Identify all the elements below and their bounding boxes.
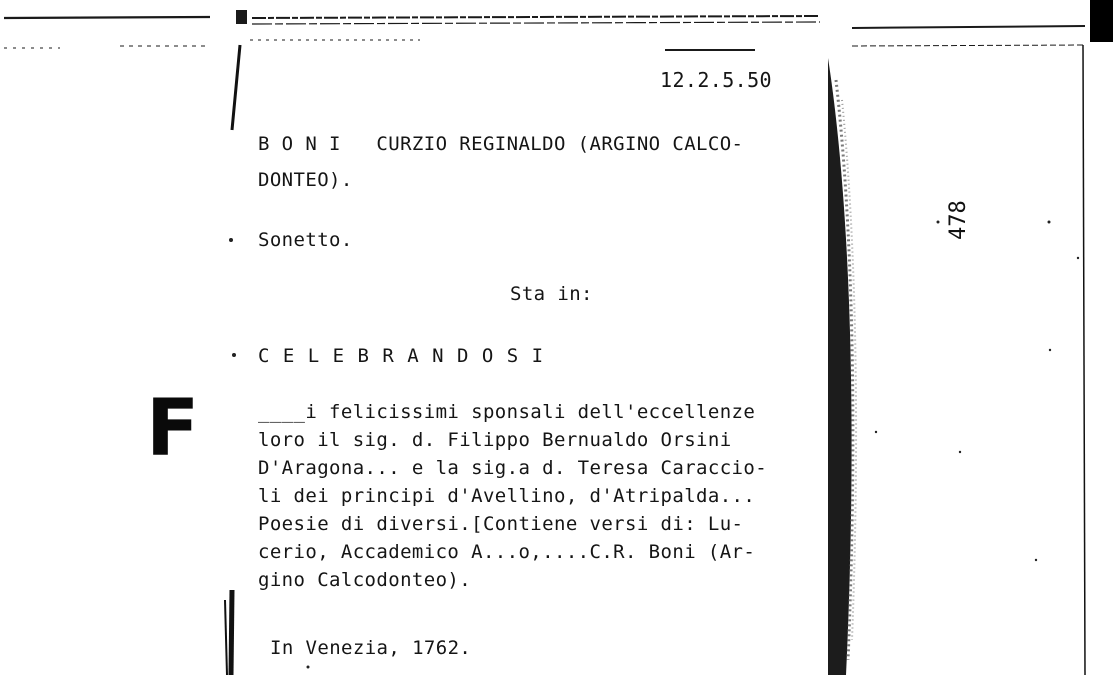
margin-letter: F (146, 384, 200, 474)
imprint: In Venezia, 1762. (270, 637, 472, 659)
body-line-1: ____i felicissimi sponsali dell'eccellenze (258, 401, 756, 423)
source-title: C E L E B R A N D O S I (258, 345, 545, 367)
vertical-number: 478 (946, 200, 971, 240)
author-line-1: B O N I CURZIO REGINALDO (ARGINO CALCO- (258, 133, 744, 155)
body-line-7: gino Calcodonteo). (258, 569, 472, 591)
body-line-5: Poesie di diversi.[Contiene versi di: Lu- (258, 513, 744, 535)
body-line-3: D'Aragona... e la sig.a d. Teresa Caraccio- (258, 457, 768, 479)
item-type: Sonetto. (258, 229, 353, 251)
right-page-edge (1090, 0, 1113, 42)
author-line-2: DONTEO). (258, 169, 353, 191)
catalog-card (230, 14, 971, 675)
body-line-2: loro il sig. d. Filippo Bernualdo Orsini (258, 429, 732, 451)
body-line-4: li dei principi d'Avellino, d'Atripalda... (258, 485, 756, 507)
sta-in-label: Sta in: (510, 283, 593, 305)
body-line-6: cerio, Accademico A...o,....C.R. Boni (Ar- (258, 541, 756, 563)
collocation-number: 12.2.5.50 (660, 68, 772, 92)
